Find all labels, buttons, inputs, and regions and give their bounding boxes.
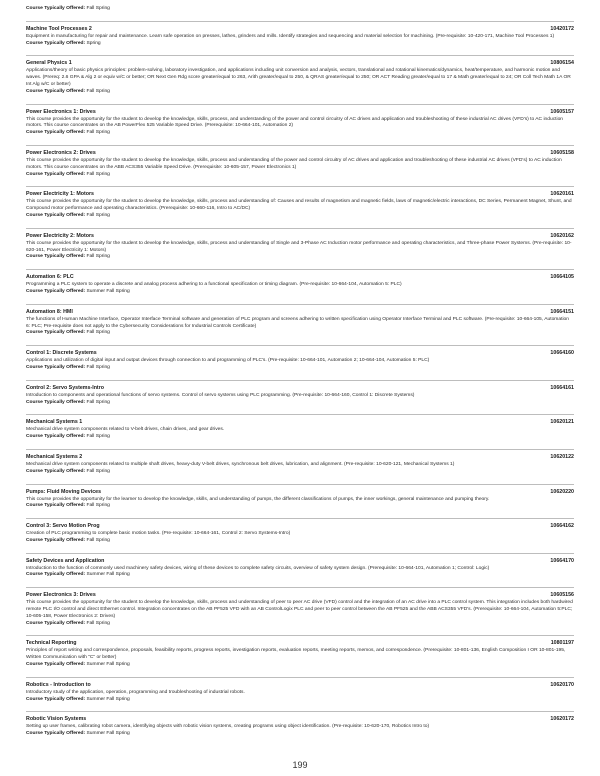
course-header <box>26 385 574 392</box>
course-entry <box>26 345 574 372</box>
course-title: Mechanical Systems 2 <box>26 453 83 460</box>
course-number: 10620122 <box>550 453 574 460</box>
course-entry <box>26 518 574 545</box>
course-entry <box>26 145 574 178</box>
course-entry <box>26 104 574 137</box>
offered-terms: Fall Spring <box>86 330 110 336</box>
course-description: Programming a PLC system to operate a discrete and analog process adhering to a functional specification or timing diagram. (Pre-requisite: 10-664-104, Automation 5: PLC) <box>26 282 402 288</box>
course-number: 10664162 <box>550 523 574 530</box>
course-title: Control 1: Discrete Systems <box>26 350 97 357</box>
course-header <box>26 558 574 565</box>
course-number: 10664160 <box>550 350 574 357</box>
offered-label: Course Typically Offered: <box>26 503 86 509</box>
course-number: 10806154 <box>550 60 574 67</box>
course-title: Power Electricity 2: Motors <box>26 232 94 239</box>
offered-terms: Fall Spring <box>86 88 110 94</box>
offered-label: Course Typically Offered: <box>26 620 86 626</box>
course-number: 10664151 <box>550 308 574 315</box>
course-description: This course provides the opportunity for the student to develop the knowledge, skills, process and understanding of the power and control circuitry of AC drives and application and troubleshooting of these industrial AC drives (VFD's) to AC induction motors. This course concentrates on the ABB ACS355 Variable Speed Drive. (Prerequisite: 10-605-157, Power Electronics 1) <box>26 157 562 170</box>
course-title: Safety Devices and Application <box>26 557 105 564</box>
course-offered <box>26 697 574 704</box>
course-header <box>26 419 574 426</box>
course-offered <box>26 130 574 137</box>
course-entry <box>26 677 574 704</box>
course-description: Applications and utilization of digital input and output devices through connection to and programming of PLC's. (Pre-requisite: 10-664-101, Automation 2; 10-664-104, Automation 5: PLC) <box>26 358 430 364</box>
course-description: Principles of report writing and correspondence, proposals, feasibility reports, progress reports, investigation reports, evaluation reports, meeting reports, memos, and correspondence. (Prerequisite: 10-801-136, English Composition I OR 10-801-195, Written Communication with "C" or better) <box>26 648 566 661</box>
offered-terms: Summer Fall Spring <box>86 731 130 737</box>
course-number: 10801197 <box>550 640 574 647</box>
course-header <box>26 309 574 316</box>
course-header <box>26 274 574 281</box>
offered-terms: Fall Spring <box>86 503 110 509</box>
offered-label: Course Typically Offered: <box>26 254 86 260</box>
offered-terms: Fall Spring <box>86 537 110 543</box>
course-header <box>26 523 574 530</box>
course-list <box>26 6 574 746</box>
offered-label: Course Typically Offered: <box>26 171 86 177</box>
course-header <box>26 109 574 116</box>
offered-terms: Fall Spring <box>86 212 110 218</box>
course-offered <box>26 503 574 510</box>
offered-terms: Fall Spring <box>86 364 110 370</box>
course-offered <box>26 538 574 545</box>
course-entry <box>26 304 574 337</box>
course-number: 10664170 <box>550 557 574 564</box>
course-entry <box>26 449 574 476</box>
course-title: Machine Tool Processes 2 <box>26 25 92 32</box>
course-title: Robotic Vision Systems <box>26 716 87 723</box>
offered-label: Course Typically Offered: <box>26 468 86 474</box>
course-number: 10664105 <box>550 274 574 281</box>
course-offered <box>26 41 574 48</box>
course-description: Applications/theory of basic physics principles: problem-solving, laboratory investigation, and applications including unit conversion and analysis, vectors, translational and rotational kinematics/dynamics, heat/temperature, and harmonic motion and waves. (Prereq: 2.6 GPA & Alg 2 or equiv w/C or better; OR Next Gen Rdg score greater/equal to 263, Arith greater/equal to 250, & QRAS greater/equal to 250; OR ACT Reading greater/equal to 17 & Math greater/equal to 24; OR Coll Tech Math 1A OR Int Alg w/C or better) <box>26 68 571 87</box>
course-number: 10664161 <box>550 384 574 391</box>
course-offered <box>26 213 574 220</box>
course-title: Power Electronics 2: Drives <box>26 149 96 156</box>
offered-label: Course Typically Offered: <box>26 6 86 11</box>
offered-label: Course Typically Offered: <box>26 212 86 218</box>
offered-terms: Fall Spring <box>86 434 110 440</box>
course-offered <box>26 434 574 441</box>
course-offered <box>26 89 574 96</box>
course-title: Power Electronics 3: Drives <box>26 592 96 599</box>
course-description: Setting up user frames, calibrating robot camera, identifying objects with robotic vision systems, creating programs using object identification. (Pre-requisite: 10-620-170, Robotics Intro to) <box>26 724 430 730</box>
offered-label: Course Typically Offered: <box>26 364 86 370</box>
course-entry <box>26 484 574 511</box>
course-number: 10620220 <box>550 488 574 495</box>
course-number: 10420172 <box>550 25 574 32</box>
offered-label: Course Typically Offered: <box>26 330 86 336</box>
course-header <box>26 489 574 496</box>
course-entry <box>26 6 574 13</box>
course-header <box>26 26 574 33</box>
offered-label: Course Typically Offered: <box>26 288 86 294</box>
offered-label: Course Typically Offered: <box>26 662 86 668</box>
course-title: Automation 8: HMI <box>26 308 73 315</box>
course-description: This course provides the opportunity for the student to develop the knowledge, skills, process and understanding of peer to peer AC drive (VFD) control and the integration of an AC drive into a PLC control system. This integration includes both hardwired remote PLC I/O control and direct Ethernet control. Integration concentrates on the AB PF525 VFD with an AB ControlLogix PLC and peer to peer control between the AB PF525 and the ABB ACS355 VFD's. (Prerequisite: 10-664-104, Automation 5:PLC; 10-605-158, Power Electronics 2: Drives) <box>26 600 573 619</box>
course-offered <box>26 662 574 669</box>
course-number: 10605156 <box>550 592 574 599</box>
offered-terms: Fall Spring <box>86 6 110 11</box>
course-entry <box>26 186 574 219</box>
course-entry <box>26 711 574 738</box>
course-offered <box>26 731 574 738</box>
offered-terms: Summer Fall Spring <box>86 572 130 578</box>
offered-label: Course Typically Offered: <box>26 434 86 440</box>
offered-terms: Fall Spring <box>86 468 110 474</box>
course-header <box>26 60 574 67</box>
course-title: Technical Reporting <box>26 640 77 647</box>
course-number: 10620172 <box>550 716 574 723</box>
course-title: General Physics 1 <box>26 60 72 67</box>
course-header <box>26 682 574 689</box>
offered-terms: Spring <box>86 40 101 46</box>
course-title: Power Electronics 1: Drives <box>26 108 96 115</box>
course-offered <box>26 6 574 13</box>
offered-label: Course Typically Offered: <box>26 537 86 543</box>
offered-label: Course Typically Offered: <box>26 572 86 578</box>
course-description: Mechanical drive system components related to V-belt drives, chain drives, and gear drives. <box>26 427 225 433</box>
course-title: Automation 6: PLC <box>26 274 74 281</box>
course-number: 10620121 <box>550 419 574 426</box>
offered-terms: Fall Spring <box>86 171 110 177</box>
course-number: 10605157 <box>550 108 574 115</box>
course-header <box>26 350 574 357</box>
offered-terms: Summer Fall Spring <box>86 696 130 702</box>
course-title: Power Electricity 1: Motors <box>26 191 94 198</box>
course-number: 10620162 <box>550 232 574 239</box>
course-offered <box>26 621 574 628</box>
page-number: 199 <box>292 760 308 770</box>
course-header <box>26 150 574 157</box>
offered-terms: Fall Spring <box>86 130 110 136</box>
course-description: Introduction to components and operational functions of servo systems. Control of servo systems using PLC programming. (Pre-requisite: 10-664-160, Control 1: Discrete Systems) <box>26 392 415 398</box>
course-offered <box>26 330 574 337</box>
course-description: Equipment in manufacturing for repair and maintenance. Learn safe operation on presses, lathes, grinders and mills. Identify strategies and sequencing and material selection for machining. (Pre-requisite: 10-420-171, Machine Tool Processes 1) <box>26 33 555 39</box>
course-offered <box>26 469 574 476</box>
offered-terms: Fall Spring <box>86 399 110 405</box>
course-description: Mechanical drive system components related to multiple shaft drives, heavy-duty V-belt drives, synchronous belt drives, lubrication, and alignment. (Pre-requisite: 10-620-121, Mechanical Systems 1) <box>26 461 455 467</box>
course-title: Pumps: Fluid Moving Devices <box>26 488 102 495</box>
course-title: Control 2: Servo Systems-Intro <box>26 384 104 391</box>
course-description: This course provides the opportunity for the learner to develop the knowledge, skills, and understanding of pumps, the different classifications of pumps, the inner workings, general maintenance and pumping theory. <box>26 496 490 502</box>
course-entry <box>26 635 574 668</box>
course-header <box>26 454 574 461</box>
course-offered <box>26 172 574 179</box>
course-entry <box>26 55 574 95</box>
course-description: This course provides the opportunity for the student to develop the knowledge, skills, process and understanding of Single and 3-Phase AC Induction motor performance and operating characteristics, and Three-phase Power Systems. (Pre-requisite: 10-620-161, Power Electricity 1: Motors) <box>26 240 572 253</box>
offered-label: Course Typically Offered: <box>26 88 86 94</box>
offered-terms: Summer Fall Spring <box>86 662 130 668</box>
course-offered <box>26 400 574 407</box>
offered-terms: Fall Spring <box>86 620 110 626</box>
offered-label: Course Typically Offered: <box>26 731 86 737</box>
course-entry <box>26 587 574 627</box>
course-entry <box>26 269 574 296</box>
course-entry <box>26 414 574 441</box>
offered-label: Course Typically Offered: <box>26 696 86 702</box>
course-header <box>26 640 574 647</box>
course-title: Robotics - Introduction to <box>26 681 91 688</box>
course-number: 10620161 <box>550 191 574 198</box>
course-header <box>26 716 574 723</box>
course-entry <box>26 228 574 261</box>
course-description: This course provides the opportunity for the student to develop the knowledge, skills, process, and understanding of the power and control circuitry of AC drives and application and troubleshooting of these industrial AC drives (VFD's) to AC induction motors. This course concentrates on the AB PowerFlex 525 Variable Speed Drive. (Prerequisite: 10-664-101, Automation 2) <box>26 116 564 129</box>
course-entry <box>26 380 574 407</box>
offered-label: Course Typically Offered: <box>26 130 86 136</box>
course-entry <box>26 553 574 580</box>
course-number: 10620170 <box>550 681 574 688</box>
course-description: Creation of PLC programming to complete basic motion tasks. (Pre-requisite: 10-664-161, Control 2: Servo Systems-Intro) <box>26 531 291 537</box>
course-description: The functions of Human Machine Interface, Operator Interface Terminal software and generation of PLC program and screens adhering to written specification using Operator Interface Terminal and PLC software. (Pre-requisite: 10-664-105, Automation 6: PLC; Pre-requisite does not apply to the Cybersecurity Considerations for Industrial Controls Certificate) <box>26 316 569 329</box>
offered-terms: Summer Fall Spring <box>86 288 130 294</box>
offered-label: Course Typically Offered: <box>26 40 86 46</box>
course-header <box>26 592 574 599</box>
course-title: Control 3: Servo Motion Prog <box>26 523 100 530</box>
course-description: Introductory study of the application, operation, programming and troubleshooting of industrial robots. <box>26 689 245 695</box>
course-offered <box>26 365 574 372</box>
course-description: This course provides the opportunity for the student to develop the knowledge, skills, process and understanding of: Causes and results of magnetism and magnetic fields, laws of magnetic/electric interactions, DC Series, Permanent Magnet, Shunt, and Compound motor performance and operating characteristics. (Prerequisite: 10-660-116, Intro to AC/DC) <box>26 199 572 212</box>
offered-terms: Fall Spring <box>86 254 110 260</box>
course-offered <box>26 289 574 296</box>
course-offered <box>26 572 574 579</box>
course-number: 10605158 <box>550 149 574 156</box>
course-offered <box>26 254 574 261</box>
offered-label: Course Typically Offered: <box>26 399 86 405</box>
course-title: Mechanical Systems 1 <box>26 419 83 426</box>
course-entry <box>26 21 574 48</box>
course-header <box>26 233 574 240</box>
course-description: Introduction to the function of commonly used machinery safety devices, wiring of these devices to complete safety circuits, overview of safety system design. (Prerequisite: 10-664-101, Automation 1; Control: Logic) <box>26 565 490 571</box>
course-header <box>26 191 574 198</box>
